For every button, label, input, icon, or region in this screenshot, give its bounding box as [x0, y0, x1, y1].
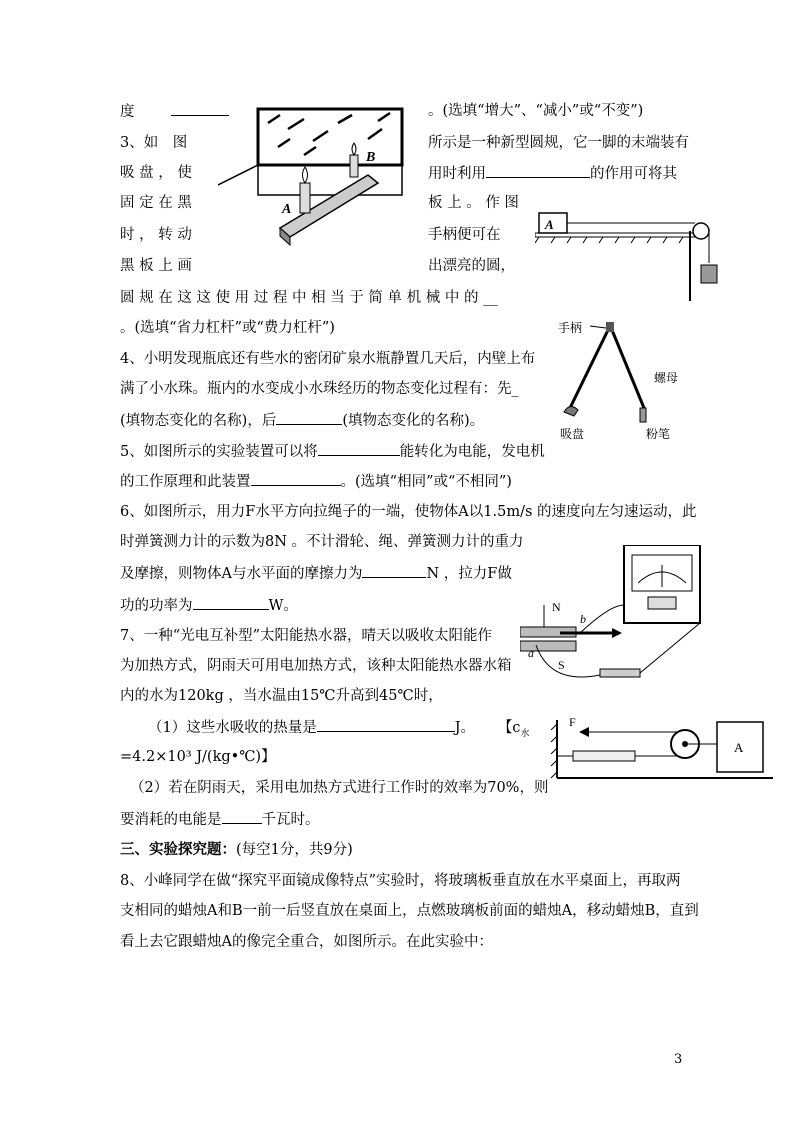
q3-left-2: 吸 盘 ， 使 — [120, 165, 192, 181]
q4-line-3: (填物态变化的名称)，后 (填物态变化的名称)。 — [120, 410, 484, 431]
block-a-label: A — [734, 740, 744, 755]
q3-right-5: 出漂亮的圆， — [428, 258, 515, 274]
section-3-heading: 三、实验探究题：(每空1分，共9分) — [120, 841, 353, 858]
compass-nut-label: 螺母 — [654, 371, 679, 385]
q5-line-1: 5、如图所示的实验装置可以将 能转化为电能，发电机 — [120, 441, 545, 462]
magnet-n-label: N — [552, 600, 561, 614]
q7-line-1: 7、一种“光电互补型”太阳能热水器，晴天以吸收太阳能作 — [120, 628, 493, 644]
answer-blank[interactable] — [318, 441, 400, 456]
q7-line-3: 内的水为120kg ，当水温由15℃升高到45℃时， — [120, 688, 443, 704]
q3-left-4: 时 ， 转 动 — [120, 227, 192, 243]
wire-a-label: a — [528, 646, 534, 660]
candle-b-label: B — [366, 150, 376, 165]
answer-blank[interactable] — [276, 410, 342, 425]
q3-line-8: 。(选填“省力杠杆”或“费力杠杆”) — [120, 320, 335, 336]
q8-line-2: 支相同的蜡烛A和B一前一后竖直放在桌面上，点燃玻璃板前面的蜡烛A，移动蜡烛B，直到 — [120, 903, 699, 919]
wire-b-label: b — [580, 612, 586, 626]
q8-line-3: 看上去它跟蜡烛A的像完全重合，如图所示。在此实验中： — [120, 934, 493, 950]
q7-line-5: =4.2×10³ J/(kg•℃)】 — [120, 749, 276, 765]
answer-blank[interactable] — [251, 471, 341, 486]
block-pulley-figure — [535, 205, 735, 305]
q7-line-6: （2）若在阴雨天，采用电加热方式进行工作时的效率为70%，则 — [130, 780, 549, 796]
block-a-label: A — [545, 217, 554, 232]
page-number: 3 — [674, 1052, 683, 1067]
q6-line-4: 功的功率为 W。 — [120, 595, 298, 616]
q3-right-1: 所示是一种新型圆规，它一脚的末端装有 — [428, 135, 689, 151]
q3-line-7: 圆 规 在 这 这 使 用 过 程 中 相 当 于 简 单 机 械 中 的 __ — [120, 290, 498, 306]
q3-left-1: 3、如 图 — [120, 135, 188, 151]
answer-blank[interactable] — [222, 809, 262, 824]
q3-right-3: 板 上 。 作 图 — [428, 195, 519, 211]
q2-line-end: 度 — [120, 101, 229, 122]
compass-cup-label: 吸盘 — [560, 427, 585, 441]
q7-line-7: 要消耗的电能是 千瓦时。 — [120, 809, 320, 830]
q4-line-2: 满了小水珠。瓶内的水变成小水珠经历的物态变化过程有：先_ — [120, 381, 519, 397]
q6-line-3: 及摩擦，则物体A与水平面的摩擦力为 N ，拉力F做 — [120, 563, 512, 584]
q7-line-4: （1）这些水吸收的热量是 J。 【$c_水$ — [148, 717, 529, 744]
answer-blank[interactable] — [193, 595, 269, 610]
compass-chalk-label: 粉笔 — [646, 427, 671, 441]
magnet-s-label: S — [558, 658, 565, 672]
answer-blank[interactable] — [486, 163, 590, 178]
q3-left-3: 固 定 在 黑 — [120, 195, 192, 211]
force-f-label: F — [569, 715, 576, 729]
glass-candle-figure — [218, 103, 414, 249]
answer-blank[interactable] — [317, 717, 455, 732]
candle-a-label: A — [282, 202, 292, 217]
compass-handle-label: 手柄 — [558, 321, 583, 335]
q3-left-5: 黑 板 上 画 — [120, 258, 192, 274]
answer-blank[interactable] — [362, 563, 426, 578]
q6-line-2: 时弹簧测力计的示数为8N 。不计滑轮、绳、弹簧测力计的重力 — [120, 534, 524, 550]
q7-line-2: 为加热方式，阴雨天可用电加热方式，该种太阳能热水器水箱 — [120, 658, 512, 674]
q4-line-1: 4、小明发现瓶底还有些水的密闭矿泉水瓶静置几天后，内壁上布 — [120, 351, 536, 367]
q6-line-1: 6、如图所示，用力F水平方向拉绳子的一端，使物体A以1.5m/s 的速度向左匀速运动，此 — [120, 504, 697, 520]
q5-line-2: 的工作原理和此装置 。(选填“相同”或“不相同”) — [120, 471, 512, 492]
q2-options: 。(选填“增大”、“减小”或“不变”) — [428, 103, 644, 119]
q8-line-1: 8、小峰同学在做“探究平面镜成像特点”实验时，将玻璃板垂直放在水平桌面上，再取两 — [120, 873, 681, 889]
q3-right-4: 手柄便可在 — [428, 227, 501, 243]
spring-pulley-figure — [545, 710, 773, 788]
generator-figure — [520, 545, 706, 691]
compass-figure — [558, 318, 698, 444]
q3-right-2: 用时利用 的作用可将其 — [428, 163, 677, 184]
